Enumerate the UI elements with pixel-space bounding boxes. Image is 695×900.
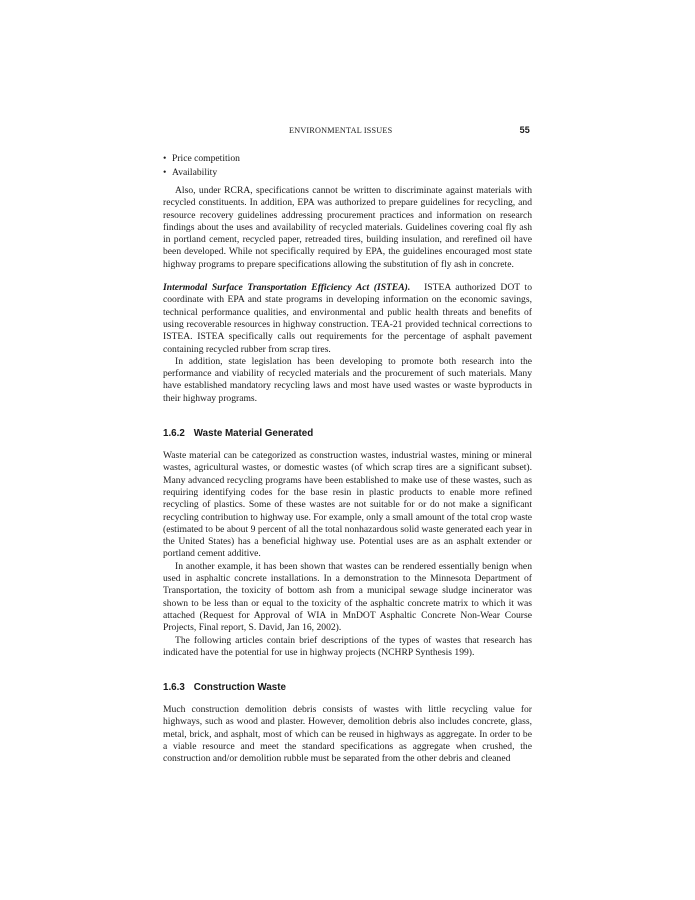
running-title: ENVIRONMENTAL ISSUES — [289, 126, 393, 135]
section-title: Construction Waste — [193, 682, 286, 694]
paragraph-istea — [163, 282, 532, 356]
paragraph-waste-categories: Waste material can be categorized as construction wastes, industrial wastes, mining or mineral wastes, agricultural wastes, or domestic wastes (of which scrap tires are a significant subset). Many advanced recycling programs have been established to make use of these wastes, such as requiring identifying codes for the base resin in plastic products to enable more refined recycling of plastics. Some of these wastes are not suitable for or do not make a significant recycling contribution to highway use. For example, only a small amount of the total crop waste (estimated to be about 9 percent of all the total nonhazardous solid waste generated each year in the United States) has a beneficial highway use. Potential uses are as an asphalt extender or portland cement additive. — [163, 450, 533, 560]
section-heading-1-6-3 — [163, 682, 532, 693]
paragraph-rcra: Also, under RCRA, specifications cannot be written to discriminate against materials with recycled constituents. In addition, EPA was authorized to prepare guidelines for recycling, and resource recovery guidelines addressing procurement practices and information on research findings about the uses and availability of recycled materials. Guidelines covering coal fly ash in portland cement, recycled paper, retreaded tires, building insulation, and rerefined oil have been developed. While not specifically required by EPA, the guidelines encouraged most state highway programs to prepare specifications allowing the substitution of fly ash in concrete. — [163, 185, 532, 270]
section-title: Waste Material Generated — [193, 428, 314, 440]
section-number: 1.6.3 — [163, 682, 185, 694]
paragraph-state-legislation: In addition, state legislation has been developing to promote both research into the performance and viability of recycled materials and the procurement of such materials. Many have established mandatory recycling laws and most have used wastes or waste byproducts in their highway programs. — [163, 355, 532, 404]
bullet-item: • Availability — [163, 166, 532, 180]
page-number: 55 — [519, 125, 530, 135]
paragraph-asphaltic-example: In another example, it has been shown that wastes can be rendered essentially benign when used in asphaltic concrete installations. In a demonstration to the Minnesota Department of Transportation, the toxicity of bottom ash from a municipal sewage sludge incinerator was shown to be less than or equal to the toxicity of the asphaltic concrete matrix to which it was attached (Request for Approval of WIA in MnDOT Asphaltic Concrete Non-Wear Course Projects, Final report, S. David, Jan 16, 2002). — [163, 560, 532, 634]
istea-run-in-heading: Intermodal Surface Transportation Efficiency Act (ISTEA). — [163, 282, 411, 294]
book-page — [163, 126, 532, 766]
section-number: 1.6.2 — [163, 428, 185, 440]
paragraph-articles-intro: The following articles contain brief descriptions of the types of wastes that research has indicated have the potential for use in highway projects (NCHRP Synthesis 199). — [163, 634, 532, 658]
istea-text: ISTEA authorized DOT to coordinate with EPA and state programs in developing information on the economic savings, technical performance qualities, and environmental and public health threats and benefits of using recoverable resources in highway construction. TEA-21 provided technical corrections to ISTEA. ISTEA specifically calls out requirements for the percentage of asphalt pavement containing recycled rubber from scrap tires. — [163, 282, 532, 355]
section-heading-1-6-2 — [163, 428, 532, 439]
bullet-item: • Price competition — [163, 152, 532, 166]
bullet-list — [163, 152, 532, 180]
page-header — [163, 126, 532, 140]
paragraph-construction-waste: Much construction demolition debris consists of wastes with little recycling value for highways, such as wood and plaster. However, demolition debris also includes concrete, glass, metal, brick, and asphalt, most of which can be reused in highways as aggregate. In order to be a viable resource and meet the standard specifications as aggregate when crushed, the construction and/or demolition rubble must be separated from the other debris and cleaned — [163, 704, 532, 765]
